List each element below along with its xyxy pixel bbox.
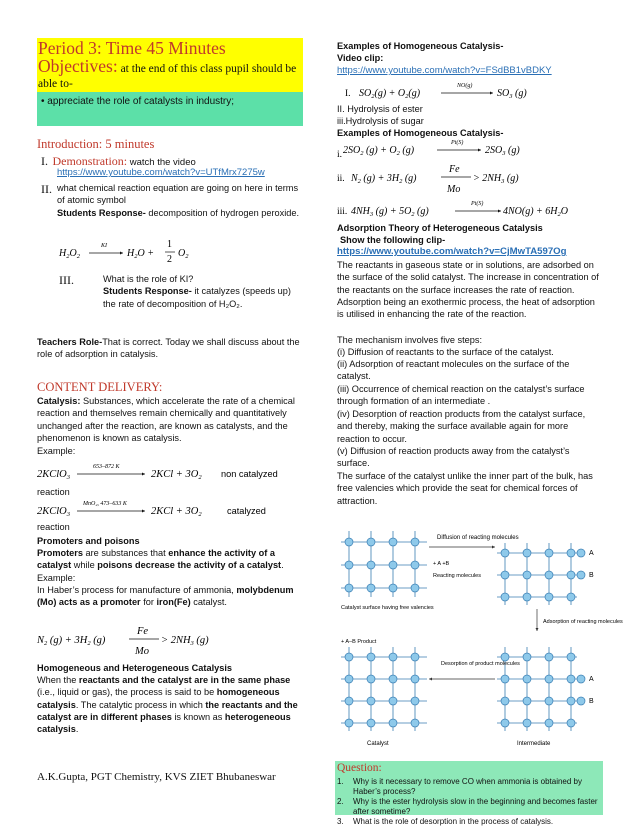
svg-text:2SO3 (g): $2SO_3$ (g) xyxy=(485,145,520,157)
eq2-note: catalyzed xyxy=(227,506,266,516)
label-a-top: A xyxy=(589,550,594,557)
question-3: 3. What is the role of desorption in the process of catalysis. xyxy=(337,817,554,826)
objective-item: • appreciate the role of catalysts in industry; xyxy=(41,96,235,107)
intro-i: I. Demonstration: watch the video xyxy=(41,154,196,168)
r3: iii.Hydrolysis of sugar xyxy=(337,116,424,126)
eq-h2o2-catalyst: KI xyxy=(101,243,107,249)
svg-text:iii.: iii. xyxy=(337,207,348,217)
svg-text:2SO2 (g) + O2 (g): $2SO_2$ $(g) + O_2$ (g) xyxy=(343,145,415,157)
adsorption-paragraph: The reactants in gaseous state or in solutions, are adsorbed on the surface of the solid catalyst. The increase in concentration of the reactants on the surface increases the rate of reaction. Adsorption being an exothermic process, the heat of adsorption is utilised in enhancing the rate of the reaction. xyxy=(337,260,599,320)
reaction-2: reaction xyxy=(37,522,70,532)
label-free-valencies: Catalyst surface having free valencies xyxy=(341,605,434,611)
label-intermediate: Intermediate xyxy=(517,741,551,747)
svg-text:SO2(g) + O2(g): $SO_2(g) + O_2(g)$ xyxy=(359,88,421,100)
footer-author: A.K.Gupta, PGT Chemistry, KVS ZIET Bhubaneswar xyxy=(37,771,276,783)
svg-text:2KClO3: 2KClO3 xyxy=(37,506,71,518)
equation-kclo3-1 xyxy=(37,457,303,483)
homo-heading: Homogeneous and Heterogeneous Catalysis xyxy=(37,663,233,673)
objectives-text: at the end of this class pupil should be able to- xyxy=(38,63,297,90)
example-2: Example: xyxy=(37,573,76,583)
svg-text:4NH3 (g) + 5O2 (g): $4NH_3$ $(g) + 5O_2$ (g) xyxy=(351,206,429,218)
r2: II. Hydrolysis of ester xyxy=(337,104,423,114)
reaction-1: reaction xyxy=(37,487,70,497)
video-clip-label: Video clip: xyxy=(337,53,384,63)
promoters-text: Promoters are substances that enhance the activity of a catalyst while poisons decrease the activity of a catalyst. xyxy=(37,548,284,571)
eq-h2o2-left: $H_2O_2$ xyxy=(59,248,80,260)
adsorption-diagram xyxy=(337,527,623,752)
atom-a-top xyxy=(577,549,585,557)
equation-kclo3-2 xyxy=(37,494,303,520)
label-catalyst: Catalyst xyxy=(367,741,389,747)
mechanism-intro: The mechanism involves five steps: xyxy=(337,335,483,345)
step-3: (iii) Occurrence of chemical reaction on the catalyst’s surface through formation of an intermediate . xyxy=(337,384,585,407)
svg-text:NO(g): NO(g) xyxy=(457,83,473,89)
svg-text:2KCl + 3O2: 2KCl + 3O2 xyxy=(151,469,202,481)
intro-iii-response: Students Response- it catalyzes (speeds up) the rate of decomposition of H₂O₂. xyxy=(103,286,291,309)
svg-text:2KCl + 3O2: 2KCl + 3O2 xyxy=(151,506,202,518)
example-1: Example: xyxy=(37,446,76,456)
atom-b-bottom xyxy=(577,697,585,705)
intro-video-link[interactable]: https://www.youtube.com/watch?v=UTfMrx7275w xyxy=(57,167,265,178)
haber-text: In Haber’s process for manufacture of ammonia, molybdenum (Mo) acts as a promoter for iron(Fe) catalyst. xyxy=(37,585,294,608)
label-b-bottom: B xyxy=(589,698,594,705)
svg-text:Pt(S): Pt(S) xyxy=(471,201,484,207)
question-1: 1. Why is it necessary to remove CO when ammonia is obtained by Haber’s process? xyxy=(337,777,582,796)
objectives-label: Objectives: xyxy=(38,56,118,76)
intro-heading: Introduction: 5 minutes xyxy=(37,137,155,151)
label-reacting: Reacting molecules xyxy=(433,573,481,579)
svg-text:> 2NH3 (g): > 2NH3 (g) xyxy=(161,635,209,647)
label-desorption: Desorption of product molecules xyxy=(441,661,520,667)
svg-text:Mo: Mo xyxy=(135,646,149,657)
content-heading: CONTENT DELIVERY: xyxy=(37,380,163,394)
show-clip: Show the following clip- xyxy=(340,235,446,245)
ex-het-heading: Examples of Homogeneous Catalysis- xyxy=(337,128,504,138)
label-diffusion: Diffusion of reacting molecules xyxy=(437,535,519,541)
label-adsorption: Adsorption of reacting molecules xyxy=(543,619,623,625)
svg-text:N2 (g) + 3H2 (g): $N_2$ $(g) + 3H_2$ (g) xyxy=(351,173,417,185)
intro-ii: II. xyxy=(41,182,52,196)
catalysis-def: Catalysis: Substances, which accelerate the rate of a chemical reaction and themselves remain chemically and quantitatively unchanged after the reaction, are known as catalysts, and the phenomenon is known as catalysis. xyxy=(37,396,295,443)
label-a-bottom: A xyxy=(589,676,594,683)
equation-h2o2 xyxy=(59,232,239,266)
equation-haber xyxy=(37,621,237,661)
intro-iii: III. xyxy=(59,273,74,287)
svg-text:4NO(g) + 6H2O: $4NO(g) + 6H_2O$ xyxy=(503,206,569,218)
step-2: (ii) Adsorption of reactant molecules on the surface of the catalyst. xyxy=(337,359,570,382)
step-1: (i) Diffusion of reactants to the surface of the catalyst. xyxy=(337,347,554,357)
lattice-bottom-left-atoms xyxy=(345,653,419,727)
question-2: 2. Why is the ester hydrolysis slow in the beginning and becomes faster after sometime? xyxy=(337,797,598,816)
homo-text: When the reactants and the catalyst are in the same phase (i.e., liquid or gas), the process is said to be homogeneous catalysis. The catalytic process in which the reactants and the catalyst are in different phases is known as heterogeneous catalysis. xyxy=(37,675,298,735)
intro-iii-text: What is the role of KI? xyxy=(103,274,194,284)
svg-text:Pt(S): Pt(S) xyxy=(451,140,464,146)
svg-text:Mo: Mo xyxy=(447,184,461,195)
page-title: Period 3: Time 45 Minutes xyxy=(38,38,226,58)
svg-text:1: 1 xyxy=(167,239,172,250)
eq1-note: non catalyzed xyxy=(221,469,278,479)
equation-h1 xyxy=(337,137,603,161)
svg-text:SO3 (g): $SO_3$ (g) xyxy=(497,88,527,100)
intro-ii-response: Students Response- decomposition of hydrogen peroxide. xyxy=(57,208,300,218)
promoters-heading: Promoters and poisons xyxy=(37,536,140,546)
svg-text:i.: i. xyxy=(337,150,343,160)
svg-text:Fe: Fe xyxy=(449,164,460,175)
clip-link[interactable]: https://www.youtube.com/watch?v=CjMwTA597Og xyxy=(337,246,567,257)
equation-h3 xyxy=(337,196,603,220)
eq1-condition: 653–872 K xyxy=(93,464,120,470)
svg-text:2KClO3: 2KClO3 xyxy=(37,469,71,481)
svg-text:> 2NH3 (g): > $2NH_3$ (g) xyxy=(473,173,519,185)
svg-text:2: 2 xyxy=(167,254,172,265)
questions-heading: Question: xyxy=(337,762,382,774)
video-link[interactable]: https://www.youtube.com/watch?v=FSdBB1vBDKY xyxy=(337,65,552,76)
label-product: + A–B Product xyxy=(341,639,377,645)
label-b-top: B xyxy=(589,572,594,579)
ex-homo-heading: Examples of Homogeneous Catalysis- xyxy=(337,41,504,51)
step-4: (iv) Desorption of reaction products from the catalyst surface, and thereby, making the surface available again for more reaction to occur. xyxy=(337,409,586,444)
svg-text:O2: $O_2$ xyxy=(178,248,189,260)
lattice-bottom-right xyxy=(497,647,577,731)
step-5: (v) Diffusion of reaction products away from the catalyst’s surface. xyxy=(337,446,570,469)
intro-ii-text: what chemical reaction equation are going on here in terms of atomic symbol xyxy=(57,183,299,206)
svg-text:I.: I. xyxy=(345,89,351,99)
svg-text:N2 (g) + 3H2 (g): N2 (g) + 3H2 (g) xyxy=(37,635,106,647)
svg-text:ii.: ii. xyxy=(337,174,345,184)
objectives xyxy=(38,56,300,92)
equation-r1 xyxy=(337,78,603,102)
eq-h2o2-right: $H_2O$ + xyxy=(127,248,154,260)
teacher-role: Teachers Role-That is correct. Today we shall discuss about the role of adsorption in catalysis. xyxy=(37,337,300,360)
equation-h2 xyxy=(337,160,603,196)
label-ab: + A +B xyxy=(433,561,450,567)
svg-text:Fe: Fe xyxy=(137,626,149,637)
atom-a-bottom xyxy=(577,675,585,683)
surface-paragraph: The surface of the catalyst unlike the inner part of the bulk, has free valencies which provide the seat for chemical forces of attraction. xyxy=(337,471,593,506)
eq2-condition: MnO₂, 473–633 K xyxy=(83,501,127,507)
adsorption-heading: Adsorption Theory of Heterogeneous Catalysis xyxy=(337,223,543,233)
atom-b-top xyxy=(577,571,585,579)
